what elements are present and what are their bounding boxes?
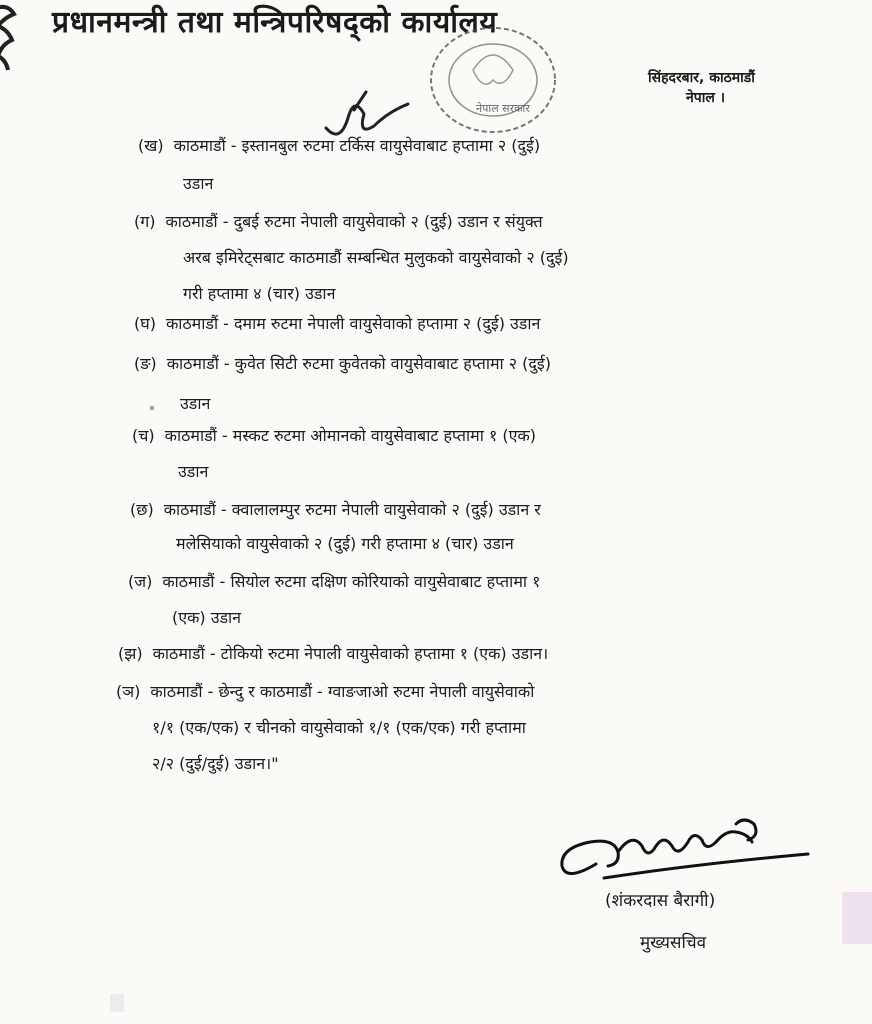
item-continuation: मलेसियाको वायुसेवाको २ (दुई) गरी हप्तामा ४ (चार) उडान [176, 534, 514, 553]
signer-name: (शंकरदास बैरागी) [605, 891, 716, 911]
item-marker: (ज) [128, 572, 153, 591]
item-continuation: गरी हप्तामा ४ (चार) उडान [183, 284, 336, 303]
paper-smudge [842, 892, 872, 944]
item-continuation: उडान [178, 462, 209, 481]
list-item [128, 572, 540, 592]
list-item [134, 354, 551, 374]
address-block [648, 68, 755, 108]
item-text: काठमाडौं - दमाम रुटमा नेपाली वायुसेवाको हप्तामा २ (दुई) उडान [165, 314, 541, 333]
item-continuation: उडान [183, 174, 214, 193]
item-marker: (घ) [134, 314, 156, 333]
item-marker: (झ) [118, 644, 143, 663]
item-marker: (छ) [130, 500, 154, 519]
list-item [134, 314, 540, 334]
list-item [138, 136, 540, 156]
paper-smudge [150, 406, 154, 410]
office-title: प्रधानमन्त्री तथा मन्त्रिपरिषद्को कार्यालय [52, 5, 498, 40]
signature [556, 812, 816, 892]
item-continuation: अरब इमिरेट्सबाट काठमाडौं सम्बन्धित मुलुकको वायुसेवाको २ (दुई) [183, 248, 569, 267]
item-text: काठमाडौं - इस्तानबुल रुटमा टर्किस वायुसेवाबाट हप्तामा २ (दुई) [173, 136, 541, 155]
item-text: काठमाडौं - मस्कट रुटमा ओमानको वायुसेवाबाट हप्तामा १ (एक) [164, 426, 537, 445]
address-line: सिंहदरबार, काठमाडौं [648, 70, 755, 86]
item-marker: (ख) [138, 136, 164, 155]
list-item [134, 212, 543, 232]
item-continuation: उडान [180, 394, 211, 413]
item-text: काठमाडौं - टोकियो रुटमा नेपाली वायुसेवाको हप्तामा १ (एक) उडान। [152, 644, 549, 663]
item-text: काठमाडौं - छेन्दु र काठमाडौं - ग्वाङजाओ रुटमा नेपाली वायुसेवाको [150, 682, 535, 701]
item-continuation: २/२ (दुई/दुई) उडान।" [152, 754, 279, 773]
item-marker: (ङ) [134, 354, 157, 373]
paper-smudge [110, 994, 124, 1012]
address-line: नेपाल । [686, 90, 726, 106]
item-marker: (च) [132, 426, 155, 445]
item-text: काठमाडौं - क्वालालम्पुर रुटमा नेपाली वायुसेवाको २ (दुई) उडान र [163, 500, 541, 519]
item-marker: (ञ) [116, 682, 141, 701]
item-marker: (ग) [134, 212, 156, 231]
item-continuation: १/१ (एक/एक) र चीनको वायुसेवाको १/१ (एक/एक) गरी हप्तामा [152, 718, 526, 737]
signer-title: मुख्यसचिव [640, 933, 707, 953]
emblem-edge-mark [0, 0, 20, 80]
item-text: काठमाडौं - कुवेत सिटी रुटमा कुवेतको वायुसेवाबाट हप्तामा २ (दुई) [166, 354, 552, 373]
list-item [130, 500, 541, 520]
item-text: काठमाडौं - सियोल रुटमा दक्षिण कोरियाको वायुसेवाबाट हप्तामा १ [162, 572, 541, 591]
list-item [118, 644, 548, 664]
office-seal [418, 20, 568, 140]
item-text: काठमाडौं - दुबई रुटमा नेपाली वायुसेवाको २ (दुई) उडान र संयुक्त [165, 212, 543, 231]
seal-label: नेपाल सरकार [476, 102, 530, 115]
list-item [116, 682, 534, 702]
item-continuation: (एक) उडान [172, 608, 242, 627]
list-item [132, 426, 536, 446]
